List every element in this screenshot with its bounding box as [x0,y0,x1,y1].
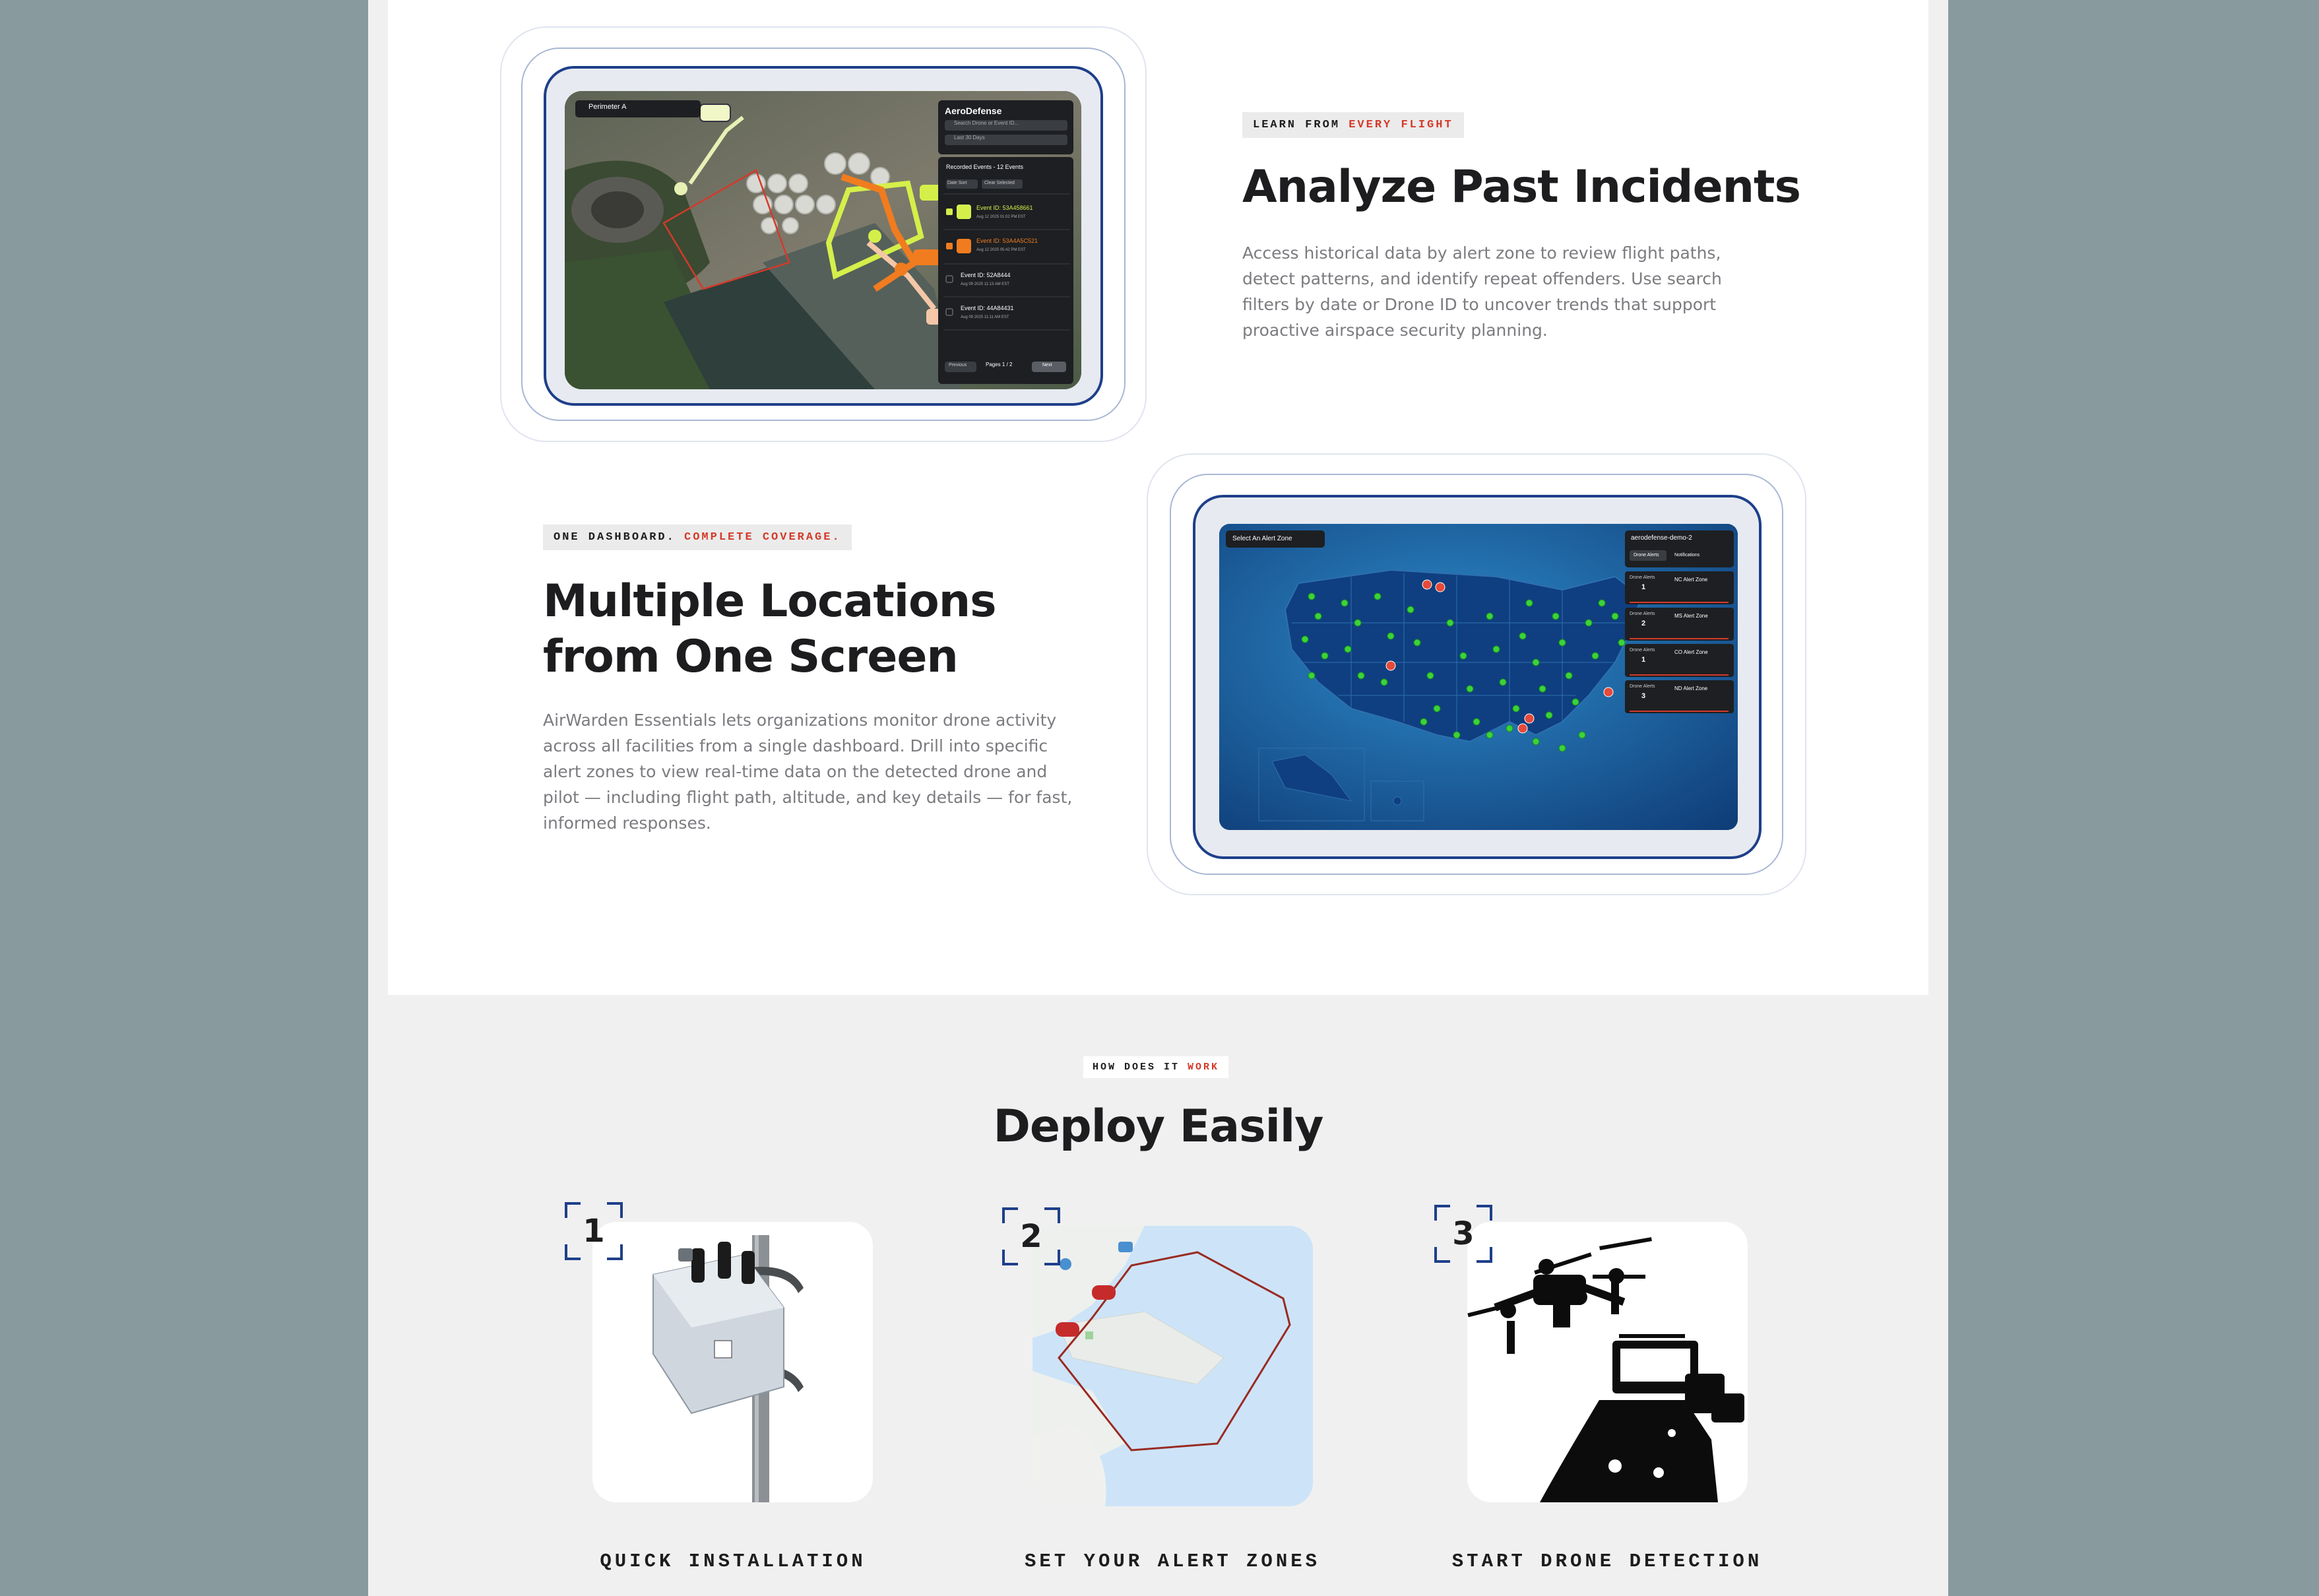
event-row-2[interactable]: Event ID: 53A4A5C521 [976,238,1038,244]
eyebrow-lead: ONE DASHBOARD. [554,531,676,544]
eyebrow-lead: HOW DOES IT [1093,1062,1180,1073]
step-2-label: SET YOUR ALERT ZONES [1024,1550,1321,1572]
step-2-card [1032,1226,1313,1506]
locations-body: AirWarden Essentials lets organizations monitor drone activity across all facilities from a single dashboard. Drill into specific alert zones to view real-time data on the detected drone and pilot — including flight path, altitude, and key details — for fast, informed responses. [543,711,1073,833]
app-name: AeroDefense [945,106,1002,116]
zone-row-1[interactable]: NC Alert Zone [1674,577,1708,583]
drone-alerts-tab[interactable]: Drone Alerts [1634,553,1659,558]
eyebrow-accent: EVERY FLIGHT [1349,119,1453,131]
step-1-card [592,1222,873,1502]
marker-a[interactable] [700,104,730,121]
eyebrow-accent: WORK [1188,1062,1220,1073]
step-3-card [1467,1222,1748,1502]
step-number: 2 [1020,1218,1042,1255]
zone-row-2-label: Drone Alerts [1630,612,1655,616]
step-1-number [565,1202,623,1260]
zone-row-1-label: Drone Alerts [1630,575,1655,580]
analyze-screen [565,91,1081,389]
clear-selected-button[interactable]: Clear Selected [984,181,1015,185]
event-row-4[interactable]: Event ID: 44A84431 [961,305,1014,311]
step-number: 1 [583,1213,605,1250]
zone-row-3-count: 1 [1641,656,1646,664]
search-input[interactable]: Search Drone or Event ID... [954,120,1019,126]
zone-row-3[interactable]: CO Alert Zone [1674,649,1708,655]
us-map [1219,524,1738,830]
pagination: Pages 1 / 2 [986,362,1013,367]
zone-row-4-label: Drone Alerts [1630,684,1655,689]
analyze-title: Analyze Past Incidents [1242,161,1800,213]
sensor-illustration [592,1222,873,1502]
zone-row-4[interactable]: ND Alert Zone [1674,686,1708,691]
previous-button[interactable]: Previous [949,363,967,367]
step-3-label: START DRONE DETECTION [1451,1550,1763,1572]
analyze-body: Access historical data by alert zone to review flight paths, detect patterns, and identify repeat offenders. Use search filters by date or Drone ID to uncover trends that support proactive airspace security planning. [1242,243,1722,340]
title-line-2: from One Screen [543,631,958,683]
notifications-tab[interactable]: Notifications [1674,553,1700,558]
event-row-3-date: Aug 09 2025 11:13 AM EST [961,282,1009,286]
step-3-number [1434,1205,1492,1263]
drone-silhouette [1467,1222,1748,1502]
step-1-label: QUICK INSTALLATION [600,1550,866,1572]
event-row-4-date: Aug 09 2025 11:11 AM EST [961,315,1009,319]
step-2-number [1002,1207,1060,1265]
event-row-2-date: Aug 12 2025 05:42 PM EST [976,248,1026,252]
locations-eyebrow [543,525,852,550]
step-number: 3 [1452,1215,1475,1252]
title-line-1: Multiple Locations [543,575,996,627]
zone-row-2[interactable]: MS Alert Zone [1674,613,1708,619]
map-screen [1219,524,1738,830]
event-row-1-date: Aug 12 2025 01:02 PM EST [976,215,1026,219]
account-name: aerodefense-demo-2 [1631,534,1692,542]
event-row-3[interactable]: Event ID: 52A8444 [961,272,1011,278]
date-sort-button[interactable]: Date Sort [947,181,967,185]
zone-row-2-count: 2 [1641,620,1646,627]
how-eyebrow [1083,1056,1228,1078]
eyebrow-accent: COMPLETE COVERAGE. [684,531,841,544]
date-filter[interactable]: Last 30 Days [954,135,985,141]
page [368,0,1948,1596]
next-button[interactable]: Next [1042,363,1052,367]
perimeter-label[interactable]: Perimeter A [588,103,627,111]
events-panel-title: Recorded Events - 12 Events [946,164,1024,170]
zone-select-dropdown[interactable]: Select An Alert Zone [1232,535,1292,542]
how-title: Deploy Easily [993,1101,1323,1153]
zone-row-4-count: 3 [1641,692,1646,700]
analyze-eyebrow [1242,112,1464,138]
alert-zone-map [1032,1226,1313,1506]
locations-title [543,574,996,685]
zone-row-3-label: Drone Alerts [1630,648,1655,653]
eyebrow-lead: LEARN FROM [1253,119,1341,131]
event-row-1[interactable]: Event ID: 53A458661 [976,205,1033,211]
zone-row-1-count: 1 [1641,583,1646,591]
